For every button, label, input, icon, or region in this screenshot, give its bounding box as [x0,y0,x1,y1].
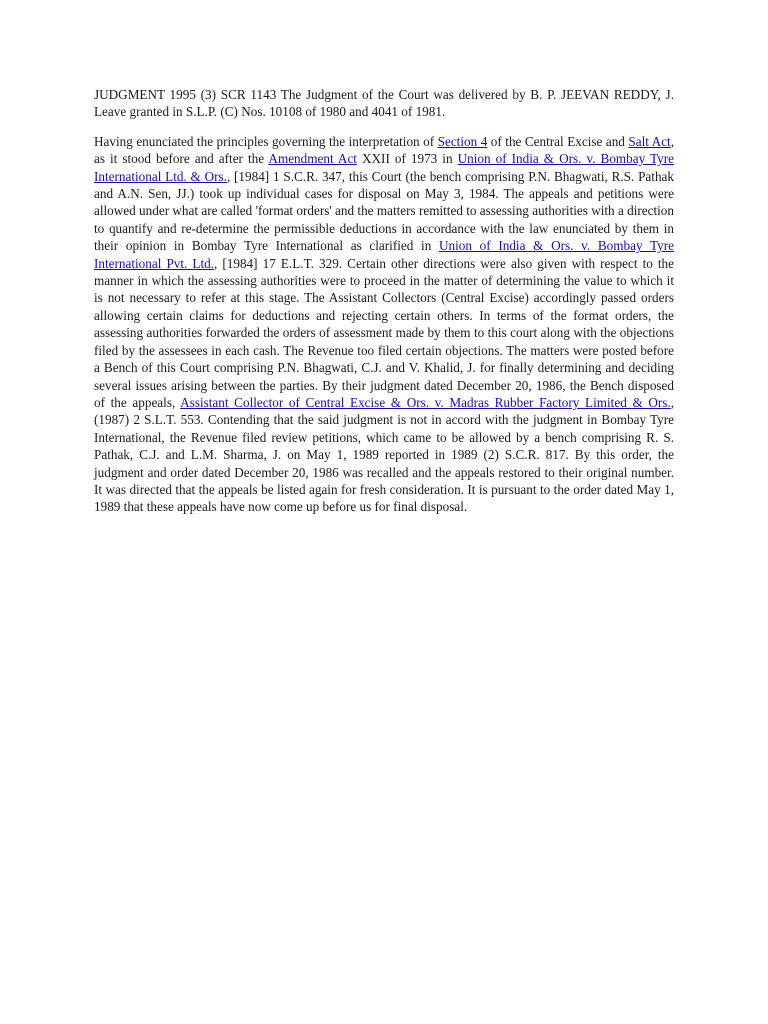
link-section-4[interactable]: Section 4 [437,133,488,149]
link-amendment-act[interactable]: Amendment Act [268,151,357,167]
judgment-body-paragraph [94,133,674,516]
paragraph-text: , [1984] 1 S.C.R. 347, this Court (the bench comprising P.N. Bhagwati, R.S. Pathak and A.N. Sen, JJ.) took up individual cases for disposal on May 3, 1984. The appeals and petitions were allowed under what are called 'format orders' and the matters remitted to assessing authorities with a direction to quantify and re-determine the permissible deductions in accordance with the law enunciated by them in their opinion in Bombay Tyre International as clarified in [94,168,674,254]
paragraph-text: , as it stood before and after the [94,133,675,167]
paragraph-text: XXII of 1973 in [356,151,458,167]
link-union-of-india-bombay-tyre-ltd[interactable]: Union of India & Ors. v. Bombay Tyre International Ltd. & Ors. [94,151,674,184]
judgment-document [94,86,674,528]
paragraph-text: Having enunciated the principles governing the interpretation of [94,133,438,149]
judgment-header-paragraph [94,86,674,121]
paragraph-text: JUDGMENT 1995 (3) SCR 1143 The Judgment of the Court was delivered by B. P. JEEVAN REDDY, J. Leave granted in S.L.P. (C) Nos. 10108 of 1980 and 4041 of 1981. [94,87,674,120]
link-salt-act[interactable]: Salt Act [628,133,671,149]
link-assistant-collector-madras-rubber[interactable]: Assistant Collector of Central Excise & Ors. v. Madras Rubber Factory Limited & Ors. [180,394,671,410]
paragraph-text: , (1987) 2 S.L.T. 553. Contending that the said judgment is not in accord with the judgment in Bombay Tyre International, the Revenue filed review petitions, which came to be allowed by a bench comprising R. S. Pathak, C.J. and L.M. Sharma, J. on May 1, 1989 reported in 1989 (2) S.C.R. 817. By this order, the judgment and order dated December 20, 1986 was recalled and the appeals restored to their original number. It was directed that the appeals be listed again for fresh consideration. It is pursuant to the order dated May 1, 1989 that these appeals have now come up before us for final disposal. [94,394,674,515]
paragraph-text: , [1984] 17 E.L.T. 329. Certain other directions were also given with respect to the manner in which the assessing authorities were to proceed in the matter of determining the value to which it is not necessary to refer at this stage. The Assistant Collectors (Central Excise) accordingly passed orders allowing certain claims for deductions and rejecting certain others. In terms of the format orders, the assessing authorities forwarded the orders of assessment made by them to this court along with the objections filed by the assessees in each cash. The Revenue too filed certain objections. The matters were posted before a Bench of this Court comprising P.N. Bhagwati, C.J. and V. Khalid, J. for finally determining and deciding several issues arising between the parties. By their judgment dated December 20, 1986, the Bench disposed of the appeals, [94,255,675,410]
link-union-of-india-bombay-tyre-pvt-ltd[interactable]: Union of India & Ors. v. Bombay Tyre International Pvt. Ltd. [94,238,675,271]
paragraph-text: of the Central Excise and [487,133,629,149]
